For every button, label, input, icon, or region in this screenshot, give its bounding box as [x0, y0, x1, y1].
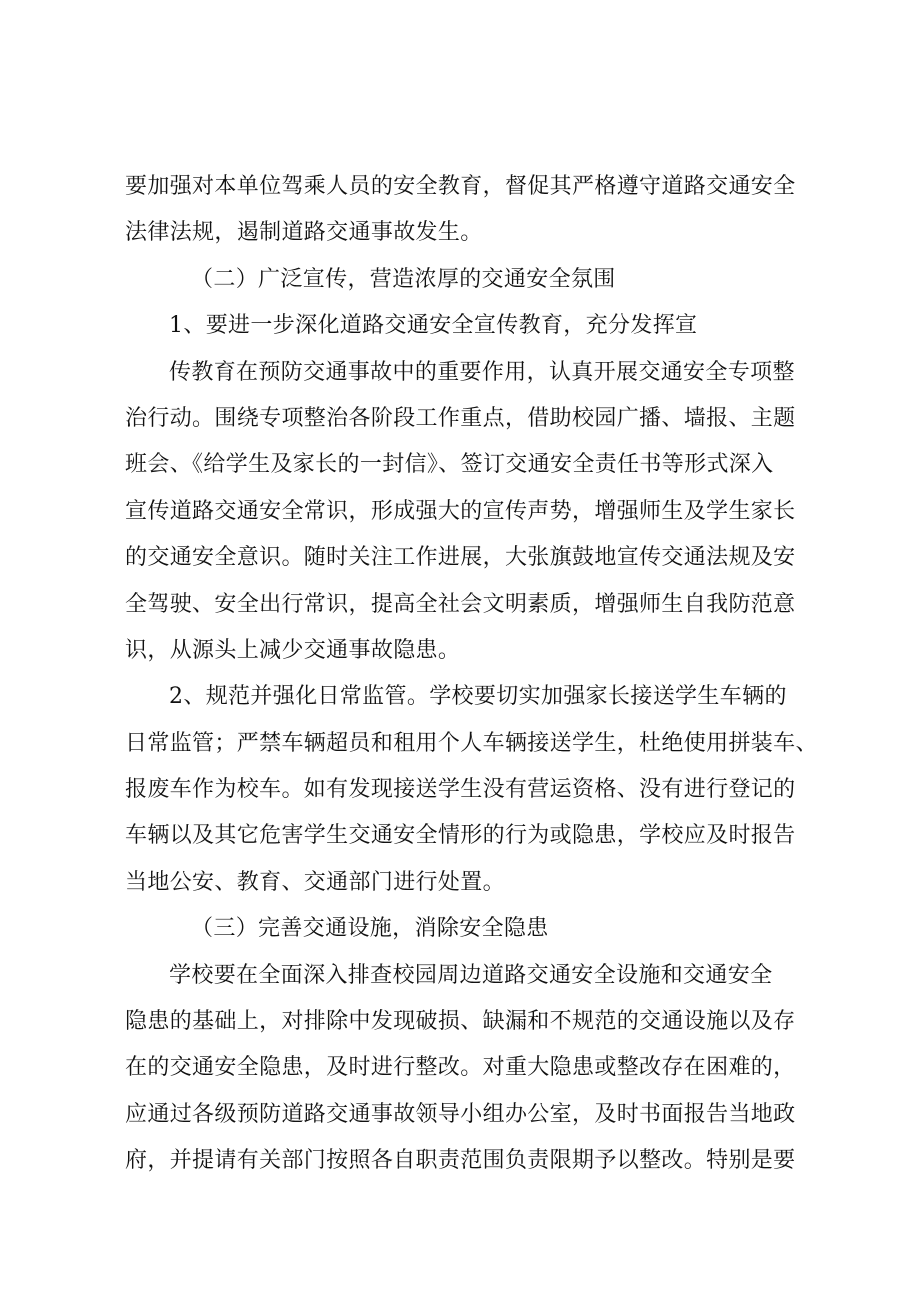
body-line: 学校要在全面深入排查校园周边道路交通安全设施和交通安全 [169, 962, 773, 988]
section-heading: （三）完善交通设施，消除安全隐患 [191, 916, 549, 942]
body-line: 识，从源头上减少交通事故隐患。 [125, 637, 461, 663]
body-line: 隐患的基础上，对排除中发现破损、缺漏和不规范的交通设施以及存 [125, 1009, 796, 1035]
body-line: 班会、《给学生及家长的一封信》、签订交通安全责任书等形式深入 [125, 452, 774, 478]
body-line: 治行动。围绕专项整治各阶段工作重点，借助校园广播、墙报、主题 [125, 405, 796, 431]
body-line: 全驾驶、安全出行常识，提高全社会文明素质，增强师生自我防范意 [125, 591, 796, 617]
body-line: 宣传道路交通安全常识，形成强大的宣传声势，增强师生及学生家长 [125, 498, 796, 524]
body-line: 在的交通安全隐患，及时进行整改。对重大隐患或整改存在困难的， [125, 1055, 796, 1081]
body-line: 报废车作为校车。如有发现接送学生没有营运资格、没有进行登记的 [125, 777, 796, 803]
numbered-item-heading: 1、要进一步深化道路交通安全宣传教育，充分发挥宣 [169, 313, 698, 339]
document-body [125, 164, 821, 1185]
numbered-item: 2、规范并强化日常监管。学校要切实加强家长接送学生车辆的 [169, 684, 787, 710]
body-line: 车辆以及其它危害学生交通安全情形的行为或隐患，学校应及时报告 [125, 823, 796, 849]
body-line: 应通过各级预防道路交通事故领导小组办公室，及时书面报告当地政 [125, 1101, 796, 1127]
body-line: 的交通安全意识。随时关注工作进展，大张旗鼓地宣传交通法规及安 [125, 545, 796, 571]
body-line: 要加强对本单位驾乘人员的安全教育，督促其严格遵守道路交通安全 [125, 174, 796, 199]
body-line: 传教育在预防交通事故中的重要作用，认真开展交通安全专项整 [169, 359, 795, 385]
section-heading: （二）广泛宣传，营造浓厚的交通安全氛围 [191, 266, 616, 292]
body-line: 府，并提请有关部门按照各自职责范围负责限期予以整改。特别是要 [125, 1148, 796, 1174]
body-line: 法律法规，遏制道路交通事故发生。 [125, 220, 483, 246]
body-line: 日常监管；严禁车辆超员和租用个人车辆接送学生，杜绝使用拼装车、 [125, 730, 818, 756]
body-line: 当地公安、教育、交通部门进行处置。 [125, 869, 505, 895]
